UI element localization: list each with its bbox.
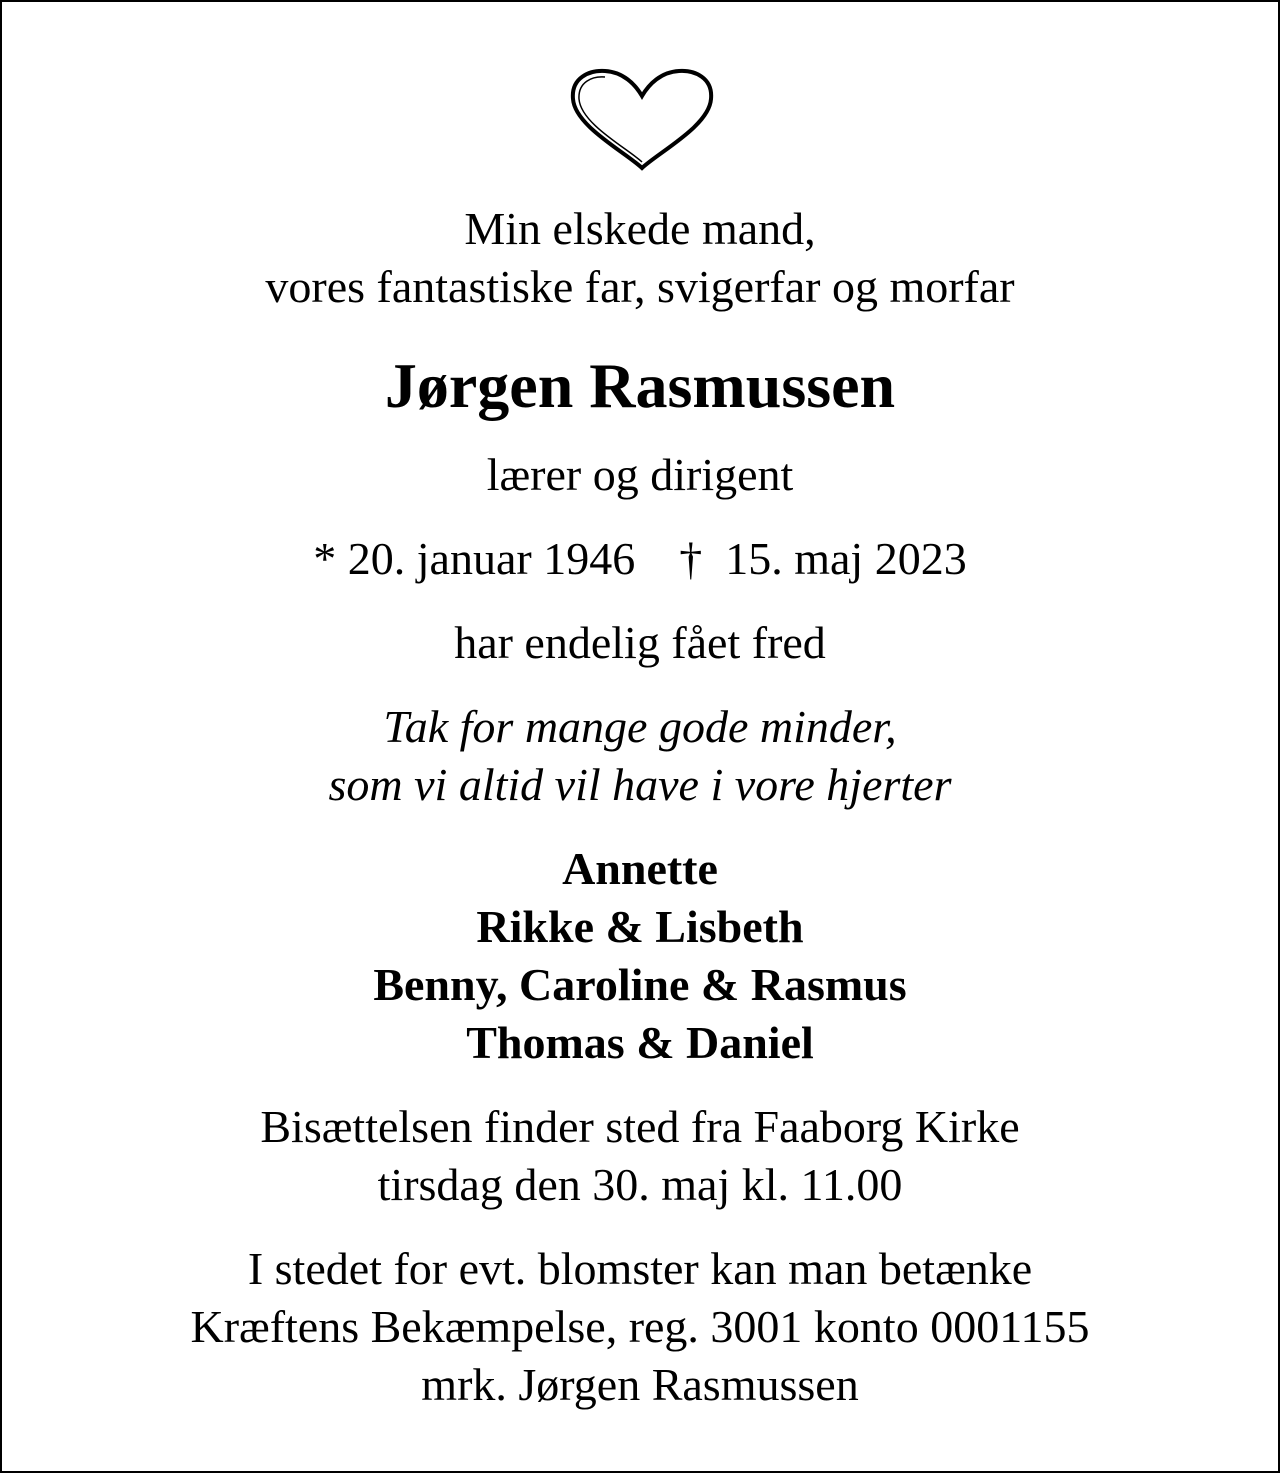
donation-line-1: I stedet for evt. blomster kan man betænke xyxy=(247,1243,1033,1294)
intro-line-1: Min elskede mand, xyxy=(464,203,816,254)
family-line-1: Annette xyxy=(562,843,718,894)
funeral-line-2: tirsdag den 30. maj kl. 11.00 xyxy=(377,1159,903,1210)
memory-line-1: Tak for mange gode minder, xyxy=(383,701,897,752)
death-date: † 15. maj 2023 xyxy=(679,533,967,584)
heart-icon xyxy=(565,66,719,172)
donation-line-3: mrk. Jørgen Rasmussen xyxy=(421,1359,859,1410)
family-line-2: Rikke & Lisbeth xyxy=(476,901,804,952)
memory-line-2: som vi altid vil have i vore hjerter xyxy=(328,759,952,810)
deceased-name: Jørgen Rasmussen xyxy=(384,350,896,421)
family-line-3: Benny, Caroline & Rasmus xyxy=(373,959,907,1010)
peace-line: har endelig fået fred xyxy=(454,617,826,668)
funeral-line-1: Bisættelsen finder sted fra Faaborg Kirke xyxy=(260,1101,1020,1152)
birth-date: * 20. januar 1946 xyxy=(313,533,636,584)
occupation: lærer og dirigent xyxy=(486,449,794,500)
intro-line-2: vores fantastiske far, svigerfar og morfar xyxy=(265,261,1015,312)
family-line-4: Thomas & Daniel xyxy=(466,1017,814,1068)
life-dates xyxy=(2,530,1278,588)
donation-line-2: Kræftens Bekæmpelse, reg. 3001 konto 0001155 xyxy=(190,1301,1090,1352)
